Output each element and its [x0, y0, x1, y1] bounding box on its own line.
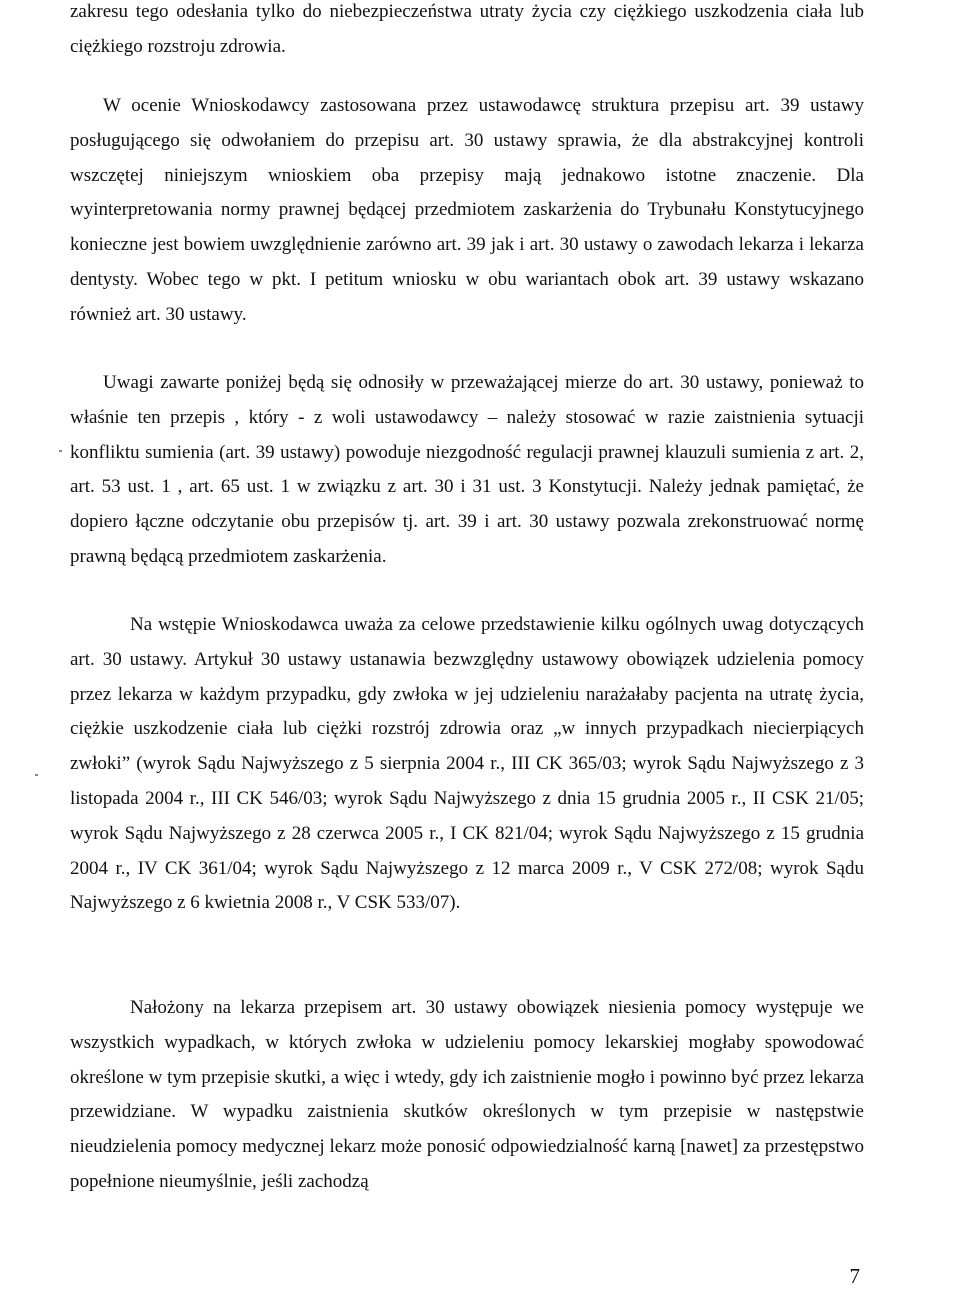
scan-speck	[59, 450, 62, 452]
paragraph-duty-to-help: Nałożony na lekarza przepisem art. 30 ustawy obowiązek niesienia pomocy występuje we wszystkich wypadkach, w których zwłoka w udzieleniu pomocy lekarskiej mogłaby spowodować określone w tym przepisie skutki, a więc i wtedy, gdy ich zaistnienie mogło i powinno być przez lekarza przewidziane. W wypadku zaistnienia skutków określonych w tym przepisie w następstwie nieudzielenia pomocy medycznej lekarz może ponosić odpowiedzialność karną [nawet] za przestępstwo popełnione nieumyślnie, jeśli zachodzą	[70, 997, 864, 1192]
scan-speck	[35, 774, 38, 776]
paragraph-remarks-art-30: Uwagi zawarte poniżej będą się odnosiły w przeważającej mierze do art. 30 ustawy, ponieważ to właśnie ten przepis , który - z woli ustawodawcy – należy stosować w razie zaistnienia sytuacji konfliktu sumienia (art. 39 ustawy) powoduje niezgodność regulacji prawnej klauzuli sumienia z art. 2, art. 53 ust. 1 , art. 65 ust. 1 w związku z art. 30 i 31 ust. 3 Konstytucji. Należy jednak pamiętać, że dopiero łączne odczytanie obu przepisów tj. art. 39 i art. 30 ustawy pozwala zrekonstruować normę prawną będącą przedmiotem zaskarżenia.	[70, 372, 864, 567]
paragraph-structure-assessment: W ocenie Wnioskodawcy zastosowana przez ustawodawcę struktura przepisu art. 39 ustawy posługującego się odwołaniem do przepisu art. 30 ustawy sprawia, że dla abstrakcyjnej kontroli wszczętej niniejszym wnioskiem oba przepisy mają jednakowo istotne znaczenie. Dla wyinterpretowania normy prawnej będącej przedmiotem zaskarżenia do Trybunału Konstytucyjnego konieczne jest bowiem uwzględnienie zarówno art. 39 jak i art. 30 ustawy o zawodach lekarza i lekarza dentysty. Wobec tego w pkt. I petitum wniosku w obu wariantach obok art. 39 ustawy wskazano również art. 30 ustawy.	[70, 95, 864, 325]
page-number: 7	[849, 1264, 860, 1288]
paragraph-continuation: zakresu tego odesłania tylko do niebezpieczeństwa utraty życia czy ciężkiego uszkodzenia ciała lub ciężkiego rozstroju zdrowia.	[70, 1, 864, 57]
paragraph-general-remarks: Na wstępie Wnioskodawca uważa za celowe przedstawienie kilku ogólnych uwag dotyczących art. 30 ustawy. Artykuł 30 ustawy ustanawia bezwzględny ustawowy obowiązek udzielenia pomocy przez lekarza w każdym przypadku, gdy zwłoka w jej udzieleniu narażałaby pacjenta na utratę życia, ciężkie uszkodzenie ciała lub ciężki rozstrój zdrowia oraz „w innych przypadkach niecierpiących zwłoki” (wyrok Sądu Najwyższego z 5 sierpnia 2004 r., III CK 365/03; wyrok Sądu Najwyższego z 3 listopada 2004 r., III CK 546/03; wyrok Sądu Najwyższego z dnia 15 grudnia 2005 r., II CSK 21/05; wyrok Sądu Najwyższego z 28 czerwca 2005 r., I CK 821/04; wyrok Sądu Najwyższego z 15 grudnia 2004 r., IV CK 361/04; wyrok Sądu Najwyższego z 12 marca 2009 r., V CSK 272/08; wyrok Sądu Najwyższego z 6 kwietnia 2008 r., V CSK 533/07).	[70, 614, 864, 914]
